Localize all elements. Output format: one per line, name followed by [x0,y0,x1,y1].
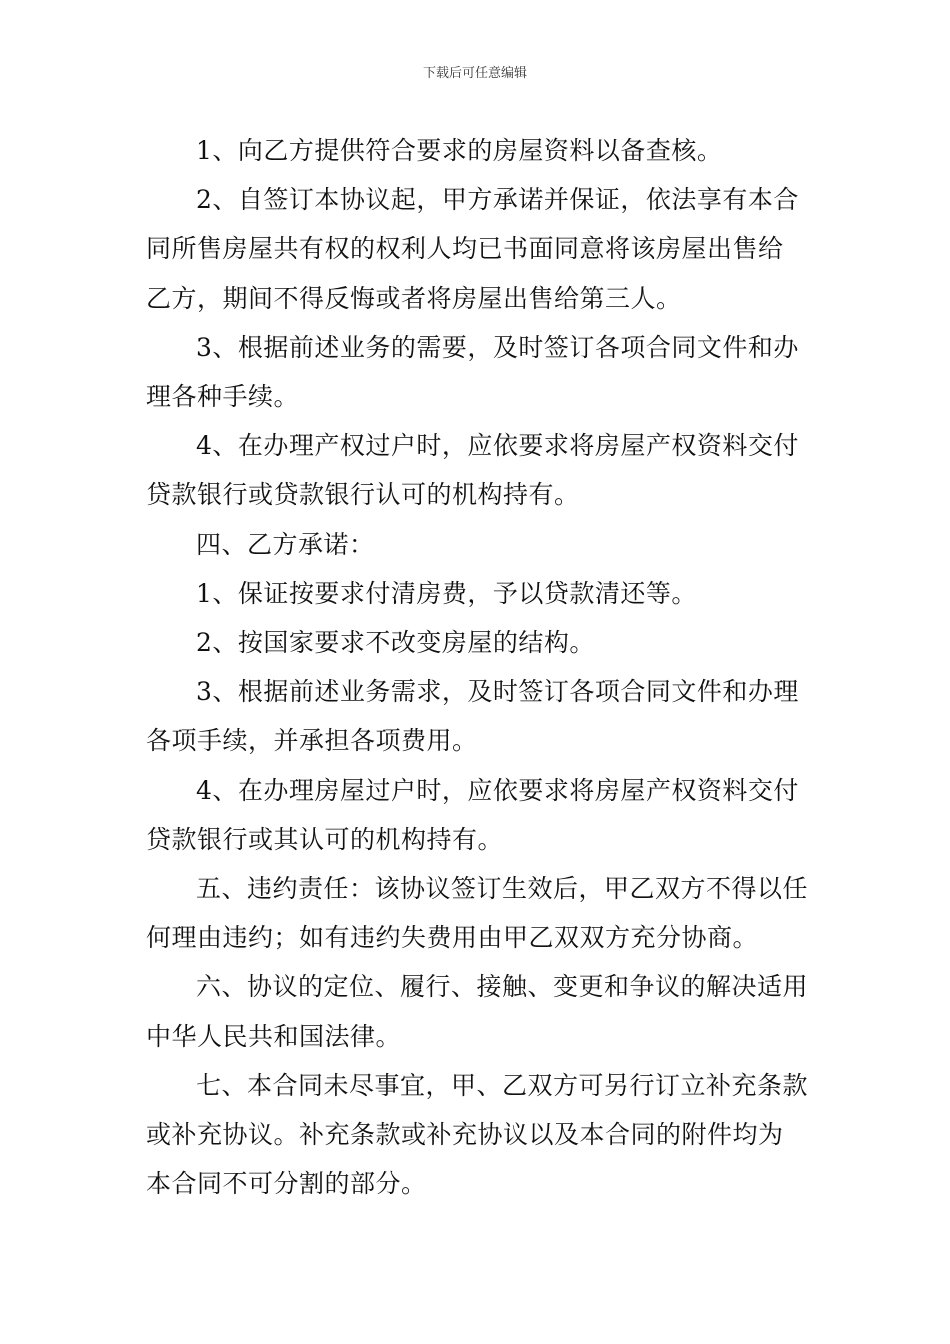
paragraph-1: 1、向乙方提供符合要求的房屋资料以备查核。 [196,136,723,165]
paragraph-3: 3、根据前述业务的需要，及时签订各项合同文件和办理各种手续。 [146,332,799,412]
paragraph-2: 2、自签订本协议起，甲方承诺并保证，依法享有本合同所售房屋共有权的权利人均已书面同意将该房屋出售给乙方，期间不得反悔或者将房屋出售给第三人。 [146,185,799,313]
paragraph-12: 七、本合同未尽事宜，甲、乙双方可另行订立补充条款或补充协议。补充条款或补充协议以及本合同的附件均为本合同不可分割的部分。 [146,1070,809,1199]
paragraph-7: 2、按国家要求不改变房屋的结构。 [196,628,595,658]
page-header: 下载后可任意编辑 [422,66,527,81]
section-heading-4: 四、乙方承诺： [196,529,375,559]
paragraph-4: 4、在办理产权过户时，应依要求将房屋产权资料交付贷款银行或贷款银行认可的机构持有。 [146,431,799,510]
paragraph-8: 3、根据前述业务需求，及时签订各项合同文件和办理各项手续，并承担各项费用。 [146,677,799,756]
paragraph-6: 1、保证按要求付清房费，予以贷款清还等。 [196,578,697,608]
paragraph-11: 六、协议的定位、履行、接触、变更和争议的解决适用中华人民共和国法律。 [146,972,809,1051]
paragraph-9: 4、在办理房屋过户时，应依要求将房屋产权资料交付贷款银行或其认可的机构持有。 [146,775,799,854]
paragraph-10: 五、违约责任：该协议签订生效后，甲乙双方不得以任何理由违约；如有违约失费用由甲乙双双方充分协商。 [146,874,809,953]
document-body [146,126,808,1208]
